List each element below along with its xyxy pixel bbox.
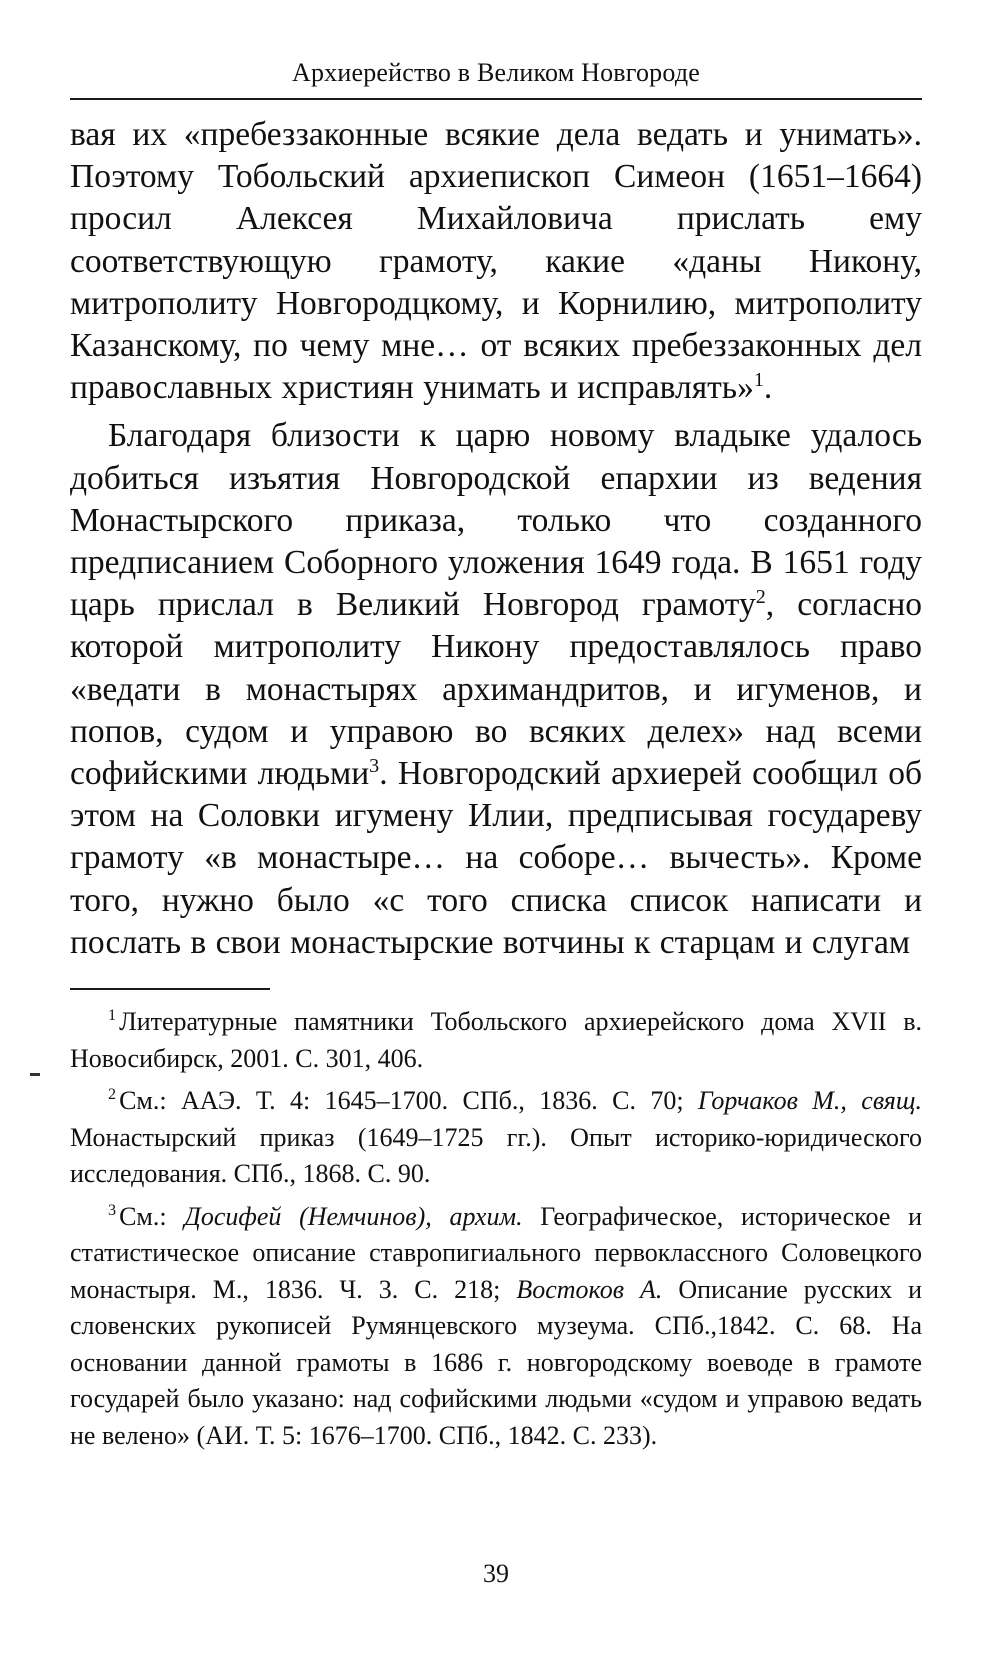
footnote-2 xyxy=(70,1083,922,1193)
page-number: 39 xyxy=(483,1559,509,1588)
footnote-text: См.: xyxy=(119,1201,185,1231)
footnotes xyxy=(70,1004,922,1454)
book-page xyxy=(70,56,922,1616)
text-run: вая их «пребеззаконные всякие дела ведать и унимать». Поэтому Тобольский архиепископ Симеон (1651–1664) просил Алексея Михайловича прислать ему соответствующую грамоту, какие «даны Никону, митрополиту Новгородцкому, и Корнилию, митрополиту Казанскому, по чему мне… от всяких пребеззаконных дел православных християн унимать и исправлять» xyxy=(70,116,922,407)
footnote-marker: 3 xyxy=(108,1201,117,1219)
footnote-ref: 3 xyxy=(369,754,380,777)
footnote-marker: 1 xyxy=(108,1007,117,1025)
footnote-marker: 2 xyxy=(108,1086,117,1104)
footnote-separator xyxy=(70,988,270,990)
footnote-text: См.: ААЭ. Т. 4: 1645–1700. СПб., 1836. С. 70; xyxy=(119,1086,698,1116)
footnote-text: Географическое, историческое и статистическое описание ставропигиального первоклассного Соловецкого монастыря. М., 1836. Ч. 3. С. 218; xyxy=(70,1201,922,1304)
footnote-text: Литературные памятники Тобольского архиерейского дома XVII в. Новосибирск, 2001. С. 301, 406. xyxy=(70,1007,922,1073)
footnote-text: Описание русских и словенских рукописей Румянцевского музеума. СПб.,1842. С. 68. На основании данной грамоты в 1686 г. новгородскому воеводе в грамоте государей было указано: над софийскими людьми «судом и управою ведать не велено» (АИ. Т. 5: 1676–1700. СПб., 1842. С. 233). xyxy=(70,1274,922,1450)
text-run: . Новгородский архиерей сообщил об этом на Соловки игумену Илии, предписывая государеву грамоту «в монастыре… на соборе… вычесть». Кроме того, нужно было «с того списка список написати и послать в свои монастырские вотчины к старцам и слугам xyxy=(70,755,923,961)
footnote-ref: 1 xyxy=(753,369,764,392)
footnote-ref: 2 xyxy=(755,586,766,609)
paragraph-continued xyxy=(70,114,922,409)
main-text xyxy=(70,114,922,964)
footnote-3 xyxy=(70,1199,922,1455)
running-head: Архиерейство в Великом Новгороде xyxy=(292,58,700,87)
footnote-text: Монастырский приказ (1649–1725 гг.). Опыт историко-юридического исследования. СПб., 1868. С. 90. xyxy=(70,1122,922,1189)
footnote-author: Горчаков М., свящ. xyxy=(697,1086,922,1116)
paragraph xyxy=(70,415,922,964)
footnote-1 xyxy=(70,1004,922,1077)
header-rule xyxy=(70,98,922,100)
text-run: . xyxy=(763,369,773,407)
footnote-author: Досифей (Немчинов), архим. xyxy=(184,1201,523,1231)
text-run: , согласно которой митрополиту Никону предоставлялось право «ведати в монастырях архимандритов, и игуменов, и попов, судом и управою во всяких делех» над всеми софийскими людьми xyxy=(70,586,923,793)
margin-mark xyxy=(30,1073,40,1076)
text-run: Благодаря близости к царю новому владыке удалось добиться изъятия Новгородской епархии из ведения Монастырского приказа, только что созданного предписанием Соборного уложения 1649 года. В 1651 году царь прислал в Великий Новгород грамоту xyxy=(70,417,922,624)
footnote-author: Востоков А. xyxy=(516,1274,663,1304)
